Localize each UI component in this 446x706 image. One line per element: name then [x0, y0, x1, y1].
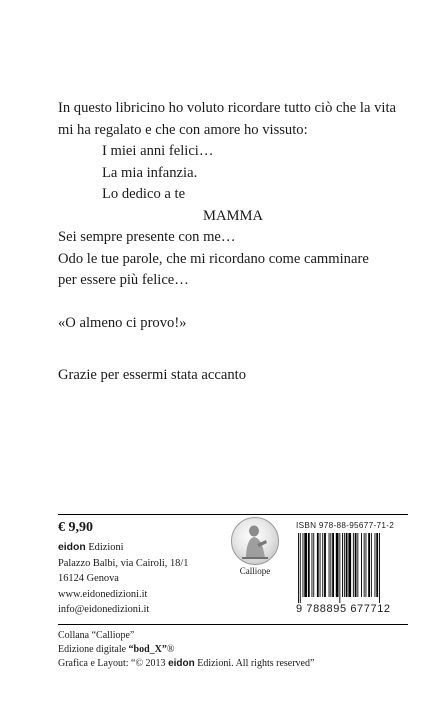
barcode-bar	[322, 533, 323, 597]
barcode-bar	[336, 533, 339, 597]
barcode-bar	[357, 533, 358, 597]
dedication-line: Lo dedico a te	[102, 186, 186, 202]
barcode-bar	[355, 533, 357, 597]
credits-prefix: Grafica e Layout: “© 2013	[58, 658, 169, 669]
barcode-bar	[348, 533, 351, 597]
barcode-digits: 9 788895 677712	[296, 603, 391, 615]
barcode-bar	[304, 533, 307, 597]
barcode-bar	[376, 533, 378, 597]
dedication-line: I miei anni felici…	[102, 143, 214, 159]
dedication-mamma: MAMMA	[203, 207, 264, 224]
dedication-line: Odo le tue parole, che mi ricordano come camminare	[58, 250, 369, 267]
barcode-bar	[329, 533, 330, 597]
isbn-label: ISBN 978-88-95677-71-2	[296, 521, 395, 530]
barcode-bar	[344, 533, 345, 597]
edition-line	[58, 643, 408, 657]
logo-caption: Calliope	[239, 566, 271, 576]
dedication-line: La mia infanzia.	[102, 164, 198, 181]
barcode-bar	[332, 533, 334, 597]
dedication-text	[58, 98, 408, 387]
muse-figure-icon	[232, 518, 278, 564]
edition-name: “bod_X”	[128, 644, 167, 655]
barcode-bar	[379, 533, 380, 603]
barcode-bar	[300, 533, 301, 603]
edition-suffix: ®	[166, 644, 175, 655]
barcode-bar	[317, 533, 319, 597]
barcode-bar	[364, 533, 365, 597]
barcode-bar	[353, 533, 354, 597]
barcode-bars	[296, 533, 408, 603]
barcode-bar	[303, 533, 304, 597]
barcode-bar	[346, 533, 348, 597]
publisher-email: info@eidonedizioni.it	[58, 604, 150, 615]
barcode-bar	[298, 533, 299, 603]
calliope-muse-icon	[231, 517, 279, 565]
barcode-bar	[330, 533, 331, 597]
dedication-thanks: Grazie per essermi stata accanto	[58, 367, 246, 383]
barcode-bar	[308, 533, 310, 597]
credits-suffix: Edizioni. All rights reserved”	[194, 658, 315, 669]
colophon	[58, 629, 408, 671]
publisher-info	[58, 540, 228, 618]
barcode-bar	[313, 533, 314, 597]
series-line: Collana “Calliope”	[58, 630, 135, 641]
credits-line	[58, 657, 408, 671]
publisher-website: www.eidonedizioni.it	[58, 588, 148, 600]
top-divider	[58, 514, 408, 515]
barcode-bar	[320, 533, 321, 597]
price: € 9,90	[58, 520, 93, 535]
barcode-bar	[368, 533, 370, 597]
barcode-bar	[361, 533, 362, 597]
dedication-line: Sei sempre presente con me…	[58, 229, 236, 245]
credits-brand: eidon	[168, 658, 195, 669]
barcode-bar	[312, 533, 313, 597]
barcode-bar	[342, 533, 343, 597]
barcode-bar	[339, 533, 340, 603]
isbn-barcode	[296, 521, 408, 615]
publisher-suffix: Edizioni	[85, 542, 124, 553]
barcode-bar	[324, 533, 326, 597]
publisher-address: Palazzo Balbi, via Cairoli, 18/1	[58, 557, 189, 569]
edition-prefix: Edizione digitale	[58, 644, 129, 655]
dedication-line: In questo libricino ho voluto ricordare tutto ciò che la vita	[58, 100, 396, 116]
bottom-divider	[58, 624, 408, 625]
barcode-bar	[375, 533, 376, 597]
barcode-bar	[366, 533, 367, 597]
dedication-line: per essere più felice…	[58, 272, 189, 288]
barcode-bar	[371, 533, 372, 597]
dedication-line: mi ha regalato e che con amore ho vissuto:	[58, 121, 308, 138]
dedication-quote: «O almeno ci provo!»	[58, 314, 187, 331]
publisher-city: 16124 Genova	[58, 573, 119, 584]
publisher-name	[58, 540, 228, 556]
calliope-logo	[230, 517, 280, 576]
eidon-brand: eidon	[58, 542, 86, 553]
